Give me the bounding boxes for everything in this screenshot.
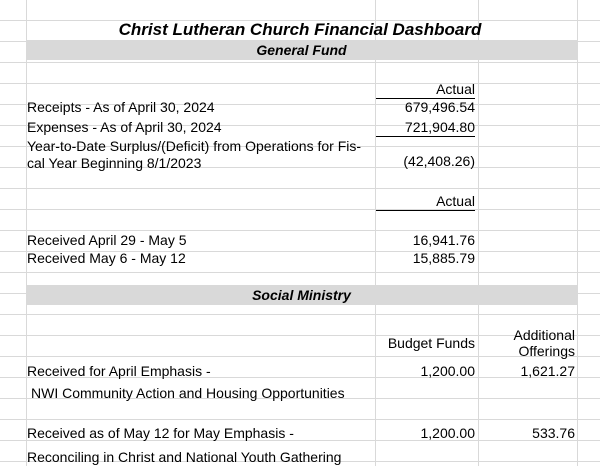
april-emphasis-label: Received for April Emphasis - xyxy=(27,363,211,379)
may-emphasis-additional: 533.76 xyxy=(532,425,575,441)
may-emphasis-budget: 1,200.00 xyxy=(420,425,475,441)
weekly-receipt-value-1: 16,941.76 xyxy=(412,232,475,248)
ytd-surplus-value: (42,408.26) xyxy=(403,153,475,169)
april-emphasis-additional: 1,621.27 xyxy=(520,363,575,379)
receipts-label: Receipts - As of April 30, 2024 xyxy=(27,99,215,115)
expenses-value: 721,904.80 xyxy=(376,119,475,137)
general-fund-heading: General Fund xyxy=(26,40,577,60)
may-emphasis-detail: Reconciling in Christ and National Youth Gathering xyxy=(27,449,342,465)
expenses-label: Expenses - As of April 30, 2024 xyxy=(27,119,222,135)
actual-column-header-2: Actual xyxy=(376,193,475,211)
budget-funds-header: Budget Funds xyxy=(387,335,475,351)
weekly-receipt-label-2: Received May 6 - May 12 xyxy=(27,250,186,266)
ytd-surplus-label: Year-to-Date Surplus/(Deficit) from Operations for Fis-cal Year Beginning 8/1/2023 xyxy=(27,138,362,171)
additional-offerings-header: Additional Offerings xyxy=(513,327,575,359)
april-emphasis-detail: NWI Community Action and Housing Opportunities xyxy=(31,385,345,401)
dashboard-title: Christ Lutheran Church Financial Dashboard xyxy=(118,20,482,39)
may-emphasis-label: Received as of May 12 for May Emphasis - xyxy=(27,425,294,441)
actual-column-header: Actual xyxy=(376,81,475,99)
april-emphasis-budget: 1,200.00 xyxy=(420,363,475,379)
receipts-value: 679,496.54 xyxy=(404,99,475,115)
weekly-receipt-value-2: 15,885.79 xyxy=(412,250,475,266)
weekly-receipt-label-1: Received April 29 - May 5 xyxy=(27,232,187,248)
social-ministry-heading: Social Ministry xyxy=(26,285,577,305)
